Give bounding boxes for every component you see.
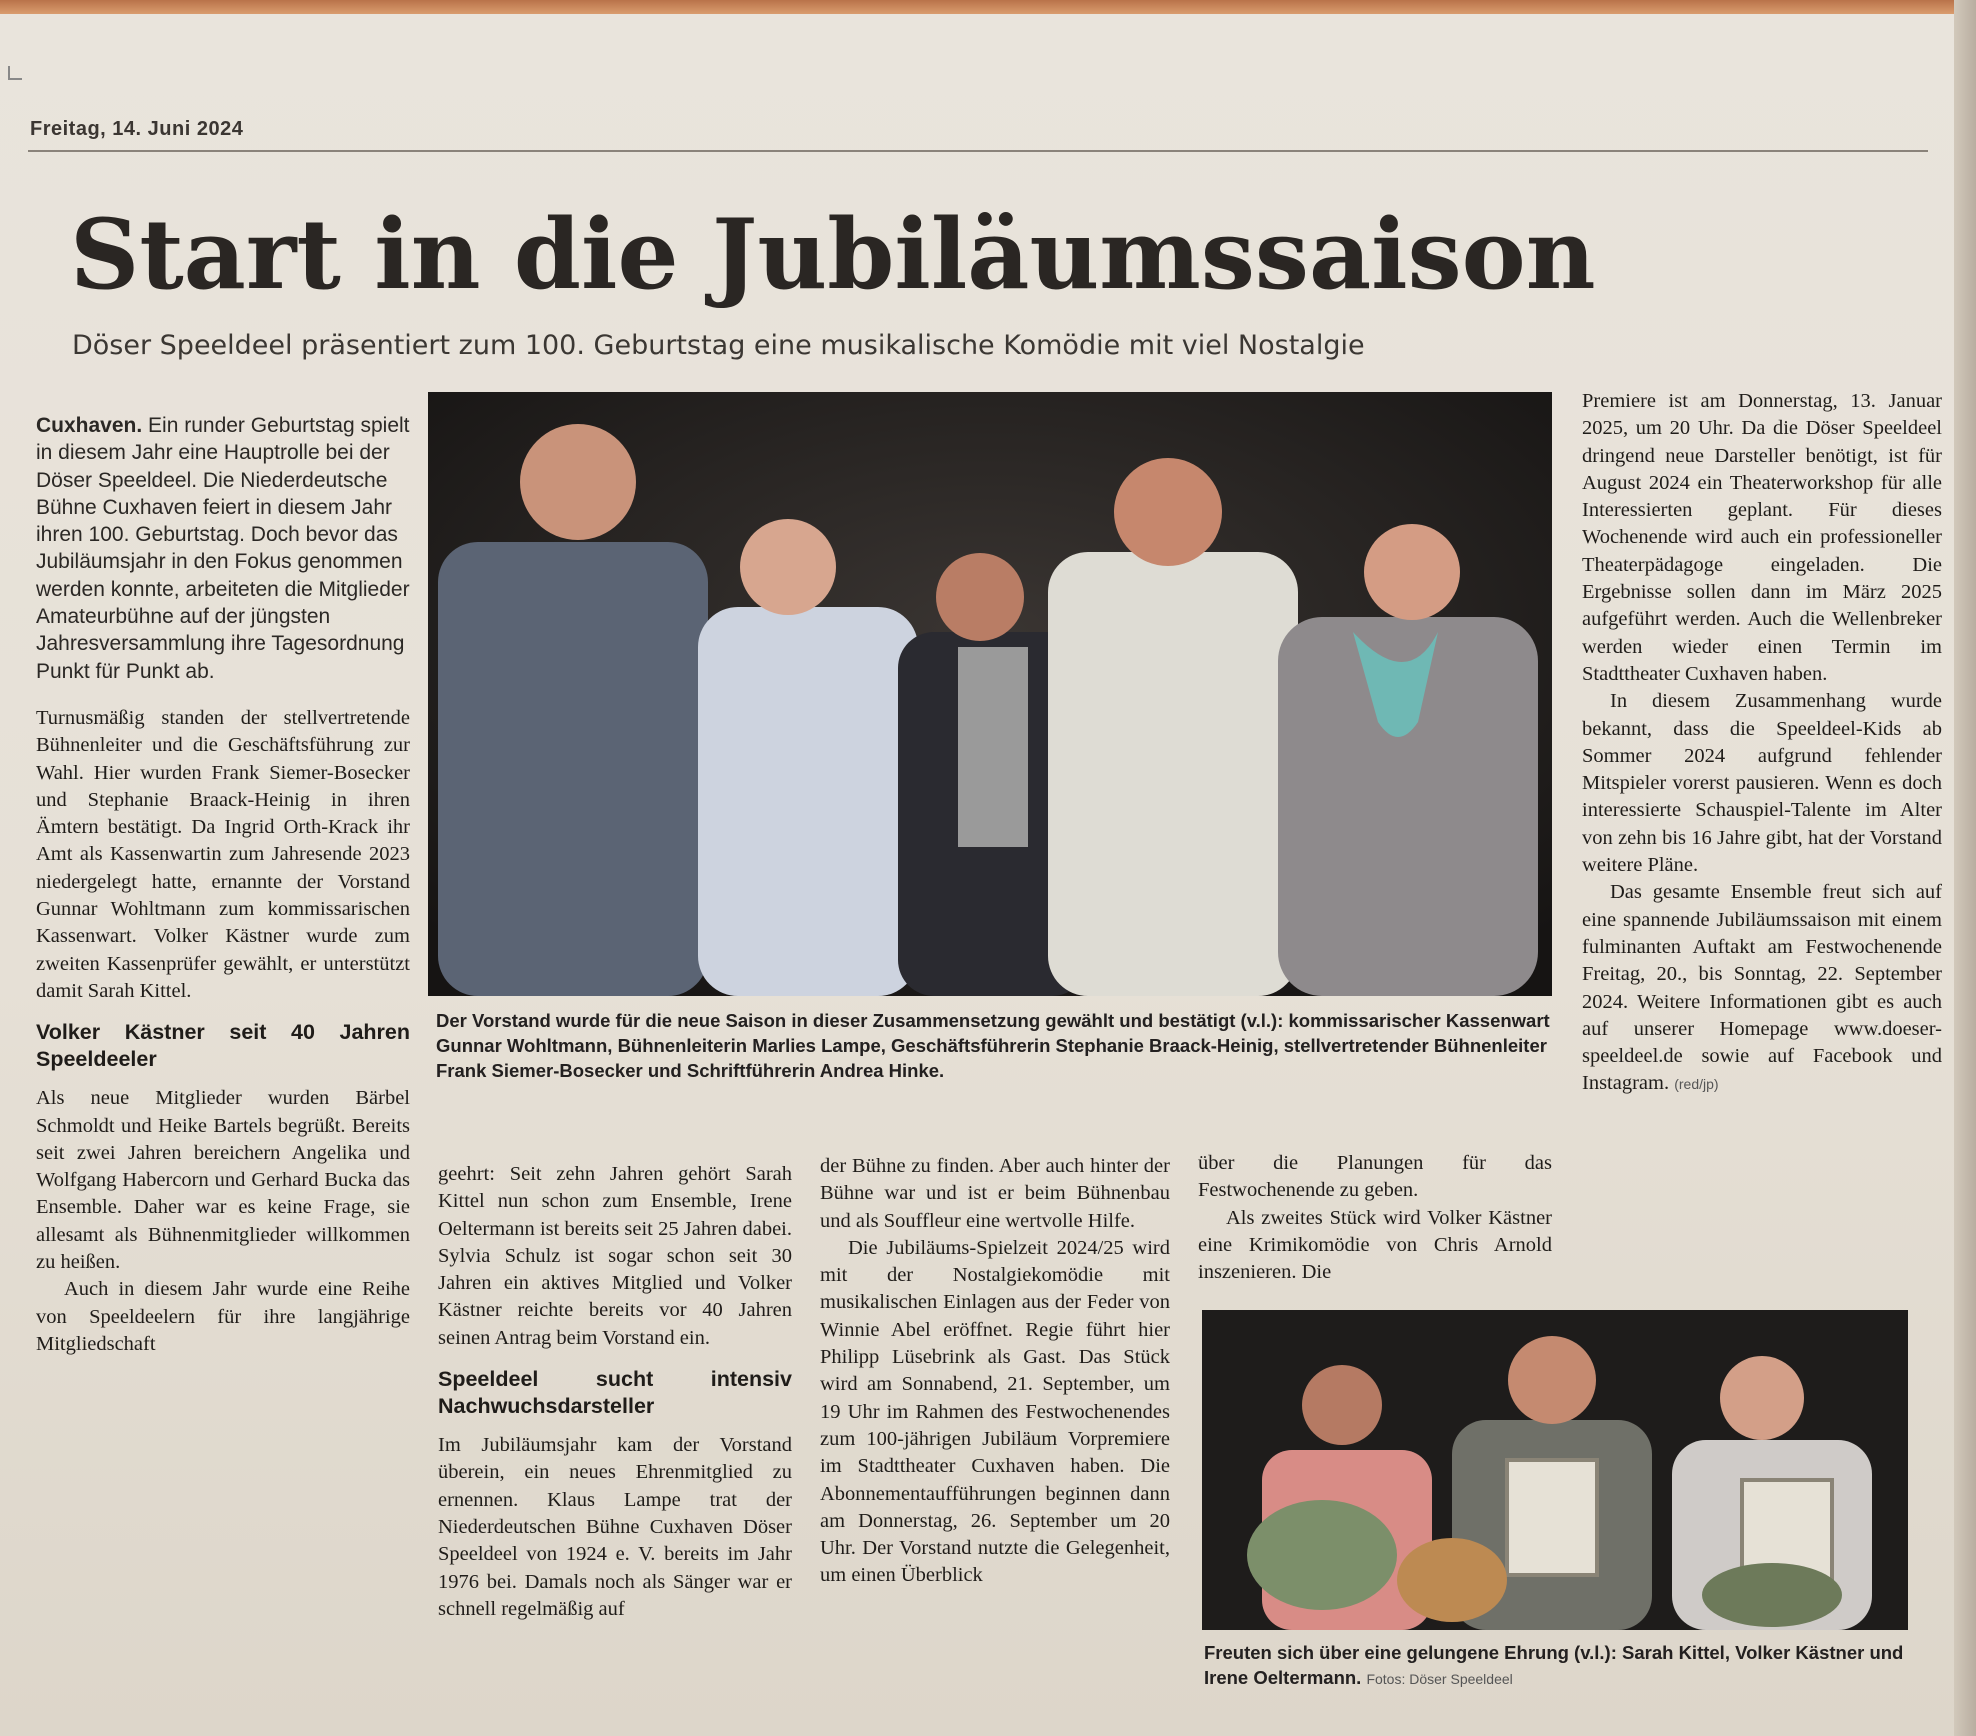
- paragraph: [1582, 879, 1942, 1098]
- paragraph: Die Jubiläums-Spielzeit 2024/25 wird mit der Nostalgiekomödie mit musikalischen Einlagen aus der Feder von Winnie Abel eröffnet. Regie führt hier Philipp Lüsebrink als Gast. Das Stück wird am Sonnabend, 21. September, um 19 Uhr im Rahmen des Festwochenendes zum 100-jährigen Jubiläum Vorpremiere im Stadttheater Cuxhaven haben. Die Abonnementaufführungen beginnen dann am Donnerstag, 26. September um 20 Uhr. Der Vorstand nutzte die Gelegenheit, um einen Überblick: [820, 1236, 1170, 1587]
- board-photo: [428, 392, 1552, 996]
- intro-paragraph: [36, 412, 410, 685]
- paragraph: In diesem Zusammenhang wurde bekannt, dass die Speeldeel-Kids ab Sommer 2024 aufgrund fehlender Mitspieler vorerst pausieren. Wenn es doch interessierte Schauspiel-Talente im Alter von zehn bis 16 Jahre gibt, hat der Vorstand weitere Pläne.: [1582, 690, 1942, 877]
- column-4: [1198, 1150, 1552, 1286]
- paragraph: Premiere ist am Donnerstag, 13. Januar 2025, um 20 Uhr. Da die Döser Speeldeel dringend neue Darsteller benötigt, ist für August 2024 ein Theaterworkshop für alle Interessierten geplant. Für dieses Wochenende wird auch ein professioneller Theaterpädagoge eingeladen. Die Ergebnisse sollen dann im März 2025 aufgeführt werden. Auch die Wellenbreker werden wieder einen Termin im Stadttheater Cuxhaven haben.: [1582, 390, 1942, 685]
- paragraph: Auch in diesem Jahr wurde eine Reihe von Speeldeelern für ihre langjährige Mitgliedschaft: [36, 1278, 410, 1355]
- headline: Start in die Jubiläumssaison: [70, 198, 1596, 311]
- lead-text: Ein runder Geburtstag spielt in diesem Jahr eine Hauptrolle bei der Döser Speeldeel. Die Niederdeutsche Bühne Cuxhaven feiert in diesem Jahr ihren 100. Geburtstag. Doch bevor das Jubiläumsjahr in den Fokus genommen werden konnte, arbeiteten die Mitglieder Amateurbühne auf der jüngsten Jahresversammlung ihre Tagesordnung Punkt für Punkt ab.: [36, 414, 410, 683]
- caption-2-text: Freuten sich über eine gelungene Ehrung (v.l.): Sarah Kittel, Volker Kästner und Irene Oeltermann.: [1204, 1642, 1904, 1688]
- paper-edge-right: [1954, 0, 1976, 1736]
- paragraph: geehrt: Seit zehn Jahren gehört Sarah Kittel nun schon zum Ensemble, Irene Oeltermann ist bereits seit 25 Jahren dabei. Sylvia Schulz ist sogar schon seit 30 Jahren ein aktives Mitglied und Volker Kästner reichte bereits vor 40 Jahren seinen Antrag beim Vorstand ein.: [438, 1163, 792, 1349]
- column-3: [820, 1153, 1170, 1590]
- crop-mark: [8, 66, 22, 80]
- column-2: [438, 1161, 792, 1623]
- column-5: [1582, 388, 1942, 1099]
- honors-photo: [1202, 1310, 1908, 1630]
- board-photo-image: [428, 392, 1552, 996]
- photo-caption-2: [1204, 1640, 1910, 1692]
- paragraph: der Bühne zu finden. Aber auch hinter der Bühne war und ist er beim Bühnenbau und als Souffleur eine wertvolle Hilfe.: [820, 1155, 1170, 1232]
- subheadline: Döser Speeldeel präsentiert zum 100. Geburtstag eine musikalische Komödie mit viel Nostalgie: [72, 330, 1365, 361]
- dateline: Freitag, 14. Juni 2024: [30, 118, 244, 140]
- paragraph: Turnusmäßig standen der stellvertretende Bühnenleiter und die Geschäftsführung zur Wahl. Hier wurden Frank Siemer-Bosecker und Stephanie Braack-Heinig in ihren Ämtern bestätigt. Da Ingrid Orth-Krack ihr Amt als Kassenwartin zum Jahresende 2023 niedergelegt hatte, ernannte der Vorstand Gunnar Wohltmann zum kommissarischen Kassenwart. Volker Kästner wurde zum zweiten Kassenprüfer gewählt, er unterstützt damit Sarah Kittel.: [36, 706, 410, 1002]
- subhead-kaestner: Volker Kästner seit 40 Jahren Speeldeeler: [36, 1020, 410, 1072]
- photo-credit: Fotos: Döser Speeldeel: [1366, 1671, 1513, 1687]
- header-rule: [28, 150, 1928, 152]
- paragraph: über die Planungen für das Festwochenende zu geben.: [1198, 1152, 1552, 1202]
- honors-photo-image: [1202, 1310, 1908, 1630]
- column-1: [36, 412, 410, 1358]
- subhead-nachwuchs: Speeldeel sucht intensiv Nachwuchsdarsteller: [438, 1367, 792, 1419]
- paragraph-text: Das gesamte Ensemble freut sich auf eine spannende Jubiläumssaison mit einem fulminanten Auftakt am Festwochenende Freitag, 20., bis Sonntag, 22. September 2024. Weitere Informationen gibt es auch auf unserer Homepage www.doeser-speeldeel.de sowie auf Facebook und Instagram.: [1582, 881, 1942, 1095]
- paragraph: Als zweites Stück wird Volker Kästner eine Krimikomödie von Chris Arnold inszenieren. Die: [1198, 1206, 1552, 1284]
- photo-caption-1: Der Vorstand wurde für die neue Saison in dieser Zusammensetzung gewählt und bestätigt (v.l.): kommissarischer Kassenwart Gunnar Wohltmann, Bühnenleiterin Marlies Lampe, Geschäftsführerin Stephanie Braack-Heinig, stellvertretender Bühnenleiter Frank Siemer-Bosecker und Schriftführerin Andrea Hinke.: [436, 1010, 1550, 1081]
- paragraph: Im Jubiläumsjahr kam der Vorstand überein, ein neues Ehrenmitglied zu ernennen. Klaus Lampe trat der Niederdeutschen Bühne Cuxhaven Döser Speeldeel von 1924 e. V. bereits im Jahr 1976 bei. Damals noch als Sänger war er schnell regelmäßig auf: [438, 1434, 792, 1620]
- lead-place: Cuxhaven.: [36, 414, 143, 437]
- paragraph: Als neue Mitglieder wurden Bärbel Schmoldt und Heike Bartels begrüßt. Bereits seit zwei Jahren bereichern Angelika und Wolfgang Habercorn und Gerhard Bucka das Ensemble. Daher war es keine Frage, sie allesamt als Bühnenmitglieder willkommen zu heißen.: [36, 1087, 410, 1274]
- author-credit: (red/jp): [1674, 1076, 1719, 1093]
